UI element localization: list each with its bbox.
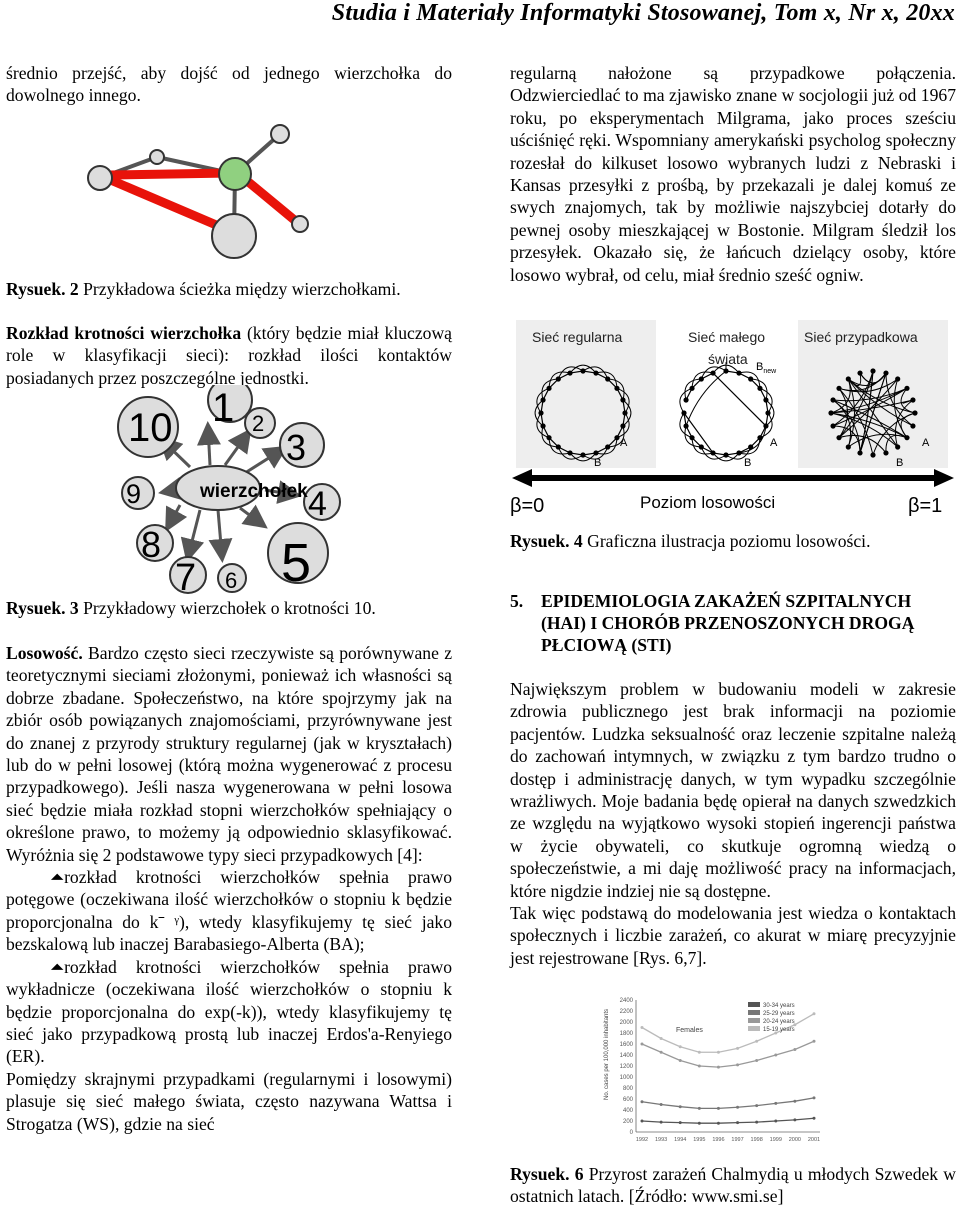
figure-4-text: Graficzna ilustracja poziomu losowości. [587, 531, 871, 551]
ring-node [748, 444, 753, 449]
chart-y-tick-label: 2200 [619, 1009, 633, 1015]
ring-node [620, 423, 625, 428]
chart-y-tick-label: 800 [622, 1086, 633, 1092]
ring-node [836, 435, 841, 440]
ring-node [683, 397, 688, 402]
bullet-arrow-icon: ⏶ [50, 956, 65, 977]
ring-node [710, 450, 715, 455]
beta-zero-label: β=0 [510, 495, 545, 517]
node-label-10: 10 [128, 406, 173, 450]
ring-node [828, 410, 833, 415]
ring-node [556, 376, 561, 381]
chart-y-tick-label: 400 [622, 1108, 633, 1114]
node-label-8: 8 [141, 524, 162, 565]
bullet-item-power-law [6, 866, 452, 956]
intro-paragraph [6, 62, 452, 107]
node-label-4: 4 [308, 485, 327, 523]
chart-legend-swatch [748, 1010, 760, 1015]
chart-y-tick-label: 1200 [619, 1064, 633, 1070]
beta-one-label: β=1 [908, 495, 943, 517]
chart-data-point [641, 1026, 644, 1029]
axis-label: Poziom losowości [640, 493, 776, 512]
figure-4-label: Rysuek. 4 [510, 531, 583, 551]
node-label-2: 2 [252, 411, 265, 436]
figure-3-caption [6, 597, 376, 619]
chart-data-point [813, 1117, 816, 1120]
ring-node [699, 376, 704, 381]
chart-y-tick-label: 2400 [619, 998, 633, 1004]
ring-node [593, 370, 598, 375]
figure-6-chart [598, 990, 830, 1152]
chart-data-point [755, 1059, 758, 1062]
chart-data-point [698, 1051, 701, 1054]
ring-node [748, 376, 753, 381]
ring-node [757, 435, 762, 440]
chart-data-point [755, 1104, 758, 1107]
figure-2-text: Przykładowa ścieżka między wierzchołkami. [83, 279, 401, 299]
chart-data-point [698, 1122, 701, 1125]
section-5-title: EPIDEMIOLOGIA ZAKAŻEŃ SZPITALNYCH (HAI) I CHORÓB PRZENOSZONYCH DROGĄ PŁCIOWĄ (STI) [541, 591, 915, 655]
node-b-label: B [744, 457, 752, 469]
figure-2-caption [6, 278, 401, 300]
ring-node [605, 444, 610, 449]
chart-data-point [660, 1121, 663, 1124]
chart-data-point [774, 1054, 777, 1057]
chart-data-point [755, 1040, 758, 1043]
chart-x-tick-label: 1994 [674, 1137, 687, 1143]
chart-series-line [642, 1098, 814, 1108]
chart-data-point [736, 1063, 739, 1066]
ring-node [580, 368, 585, 373]
figure-3-label: Rysuek. 3 [6, 598, 79, 618]
chart-y-axis-label: No. cases per 100,000 inhabitants [604, 1008, 610, 1100]
central-vertex-label: wierzchołek [200, 481, 308, 502]
panel-regular-label: Sieć regularna [532, 329, 623, 345]
closing-paragraph: Pomiędzy skrajnymi przypadkami (regularnymi i losowymi) plasuje się sieć małego świata, często nazywana Wattsa i Strogatza (WS), gdzie na sieć [6, 1068, 452, 1134]
figure-4-randomness [508, 318, 958, 533]
modeling-paragraph: Tak więc podstawą do modelowania jest wiedza o kontaktach społecznych i liczbie zarażeń, co akurat w miarę precyzyjnie jest rejestrowane [Rys. 6,7]. [510, 903, 956, 968]
panel-small-world-label-2: świata [708, 351, 748, 367]
chart-data-point [736, 1047, 739, 1050]
panel-small-world-label: Sieć małego [688, 329, 766, 345]
ring-node [757, 386, 762, 391]
section-5-number: 5. [510, 591, 524, 611]
chart-data-point [717, 1051, 720, 1054]
running-header: Studia i Materiały Informatyki Stosowanej, Tom x, Nr x, 20xx [331, 0, 955, 26]
chart-data-point [717, 1122, 720, 1125]
randomness-text: Bardzo często sieci rzeczywiste są porównywane z teoretycznymi sieciami złożonymi, ponieważ ich własności są dobrze zbadane. Społeczeństwo, na które spojrzymy jak na zbiór osób powiązanych znajomościami, przyrównywane jest do znanej z przyrody struktury regularnej (jak w kryształach) lub do w pełni losowej (którą można wygenerować z procesu przypadkowego). Jeśli nasza wygenerowana w pełni losowa sieć będzie miała rozkład stopni wierzchołków spełniający o określone prawo, to możemy ją odpowiednio sklasyfikować. Wyróżnia się 2 podstawowe typy sieci przypadkowych [4]: [6, 643, 453, 865]
vertex-node [212, 214, 256, 258]
chart-data-point [698, 1065, 701, 1068]
chart-series-line [642, 1041, 814, 1067]
panel-random-label: Sieć przypadkowa [804, 329, 918, 345]
figure-2-graph [80, 118, 310, 268]
chart-data-point [774, 1102, 777, 1105]
chart-annotation-females: Females [676, 1027, 703, 1034]
bullet-text: rozkład krotności wierzchołków spełnia prawo potęgowe (oczekiwana ilość wierzchołków o stopniu k będzie proporcjonalna do k⁻ ᵞ), wtedy klasyfikujemy tę sieć jako bezskalową lub inaczej Barabasiego-Alberta (BA); [6, 867, 452, 955]
figure-6-caption [510, 1163, 956, 1207]
chart-legend-swatch [748, 1018, 760, 1023]
chart-y-tick-label: 1800 [619, 1031, 633, 1037]
ring-node [538, 410, 543, 415]
chart-data-point [641, 1100, 644, 1103]
chart-data-point [679, 1059, 682, 1062]
ring-node [567, 370, 572, 375]
ring-node [546, 386, 551, 391]
ring-node [540, 397, 545, 402]
ring-node [699, 444, 704, 449]
figure-3-graph [100, 385, 370, 595]
figure-3-text: Przykładowy wierzchołek o krotności 10. [83, 598, 376, 618]
chart-data-point [813, 1012, 816, 1015]
chart-x-tick-label: 1997 [731, 1137, 744, 1143]
node-a-label: A [770, 437, 778, 449]
ring-node [830, 397, 835, 402]
chart-data-point [793, 1100, 796, 1103]
ring-node [763, 423, 768, 428]
ring-node [904, 435, 909, 440]
chart-data-point [793, 1118, 796, 1121]
chart-y-tick-label: 0 [629, 1130, 633, 1136]
figure-4-caption [510, 530, 870, 552]
node-label-5: 5 [281, 533, 312, 593]
chart-data-point [813, 1096, 816, 1099]
randomness-axis-arrow [512, 469, 954, 487]
ring-node [857, 370, 862, 375]
milgram-text: regularną nałożone są przypadkowe połączenia. Odzwierciedlać to ma zjawisko znane w socjologii już od 1967 roku, po eksperymentach Milgrama, jako proces sześciu uściśnięć ręki. Wspomniany amerykański psycholog społeczny rozesłał do kilkuset losowo wybranych ludzi z Nebraski i Kansas przesyłki z prośbą, by przekazali je dalej komuś ze swych znajomych, tak by możliwie najszybciej dotarły do pewnej osoby mieszkającej w Bostonie. Milgram śledził los przesyłek. Okazało się, że łańcuch dzielący osoby, które losowo wybrał, od celu, miał średnio sześć ogniw. [510, 63, 956, 285]
chart-legend-swatch [748, 1002, 760, 1007]
chart-data-point [660, 1103, 663, 1106]
ring-node [683, 423, 688, 428]
ring-node [567, 450, 572, 455]
ring-node [689, 386, 694, 391]
intro-text: średnio przejść, aby dojść od jednego wierzchołka do dowolnego innego. [6, 63, 452, 106]
chart-x-tick-label: 1992 [635, 1137, 649, 1143]
ring-node [580, 452, 585, 457]
ring-node [870, 368, 875, 373]
ring-node [556, 444, 561, 449]
ring-node [681, 410, 686, 415]
node-a-label: A [620, 437, 628, 449]
chart-data-point [793, 1048, 796, 1051]
node-label-7: 7 [175, 557, 197, 595]
vertex-node [292, 216, 308, 232]
chart-data-point [679, 1045, 682, 1048]
chart-data-point [736, 1106, 739, 1109]
ring-node [912, 410, 917, 415]
ring-node [910, 397, 915, 402]
node-b-label: B [896, 457, 904, 469]
milgram-paragraph [510, 62, 956, 286]
ring-node [846, 444, 851, 449]
degree-distribution-term: Rozkład krotności wierzchołka [6, 323, 242, 343]
ring-node [723, 452, 728, 457]
chart-data-point [679, 1105, 682, 1108]
vertex-node [88, 166, 112, 190]
bullet-item-exponential [6, 956, 452, 1068]
section-5-body [510, 678, 956, 969]
chart-legend-label: 25-29 years [763, 1011, 795, 1017]
ring-node [910, 423, 915, 428]
degree-distribution-paragraph [6, 322, 452, 389]
chart-data-point [717, 1107, 720, 1110]
ring-node [736, 450, 741, 455]
chart-data-point [755, 1121, 758, 1124]
ring-node [593, 450, 598, 455]
randomness-term: Losowość. [6, 643, 83, 663]
chart-data-point [736, 1121, 739, 1124]
chart-y-tick-label: 2000 [619, 1020, 633, 1026]
chart-legend-label: 30-34 years [763, 1003, 795, 1009]
chart-y-tick-label: 200 [622, 1119, 633, 1125]
chart-data-point [813, 1040, 816, 1043]
public-health-paragraph: Największym problem w budowaniu modeli w zakresie zdrowia publicznego jest brak informacji na poziomie pacjentów. Ludzka seksualność oraz leczenie szpitalne należą do zachowań intymnych, w związku z tym bardzo trudno o dostęp i administrację danych, w tym wypadku szczególnie wrażliwych. Moje badania będę opierał na danych szwedzkich ze względu na wyjątkowo wysoki stopień ingerencji państwa w życie obywateli, co skutkuje ogromną wiedzą o społeczeństwie, a mi daję możliwość pracy na informacjach, które nigdzie indziej nie są dostępne. [510, 679, 956, 901]
ring-node [904, 386, 909, 391]
figure-6-label: Rysuek. 6 [510, 1164, 584, 1184]
vertex-node [150, 150, 164, 164]
ring-node [540, 423, 545, 428]
ring-node [710, 370, 715, 375]
chart-legend-label: 15-19 years [763, 1027, 795, 1033]
chart-y-tick-label: 600 [622, 1097, 633, 1103]
chart-legend-label: 20-24 years [763, 1019, 795, 1025]
ring-node [689, 435, 694, 440]
ring-node [895, 444, 900, 449]
ring-node [614, 386, 619, 391]
chart-data-point [660, 1051, 663, 1054]
chart-x-tick-label: 2000 [788, 1137, 802, 1143]
node-label-1: 1 [212, 386, 235, 430]
chart-x-tick-label: 2001 [807, 1137, 821, 1143]
b-new-label: $B_{new}$ [756, 361, 777, 375]
vertex-node [271, 125, 289, 143]
chart-x-tick-label: 1998 [750, 1137, 763, 1143]
chart-x-tick-label: 1995 [693, 1137, 706, 1143]
bullet-arrow-icon: ⏶ [50, 867, 65, 888]
ring-node [614, 435, 619, 440]
ring-node [895, 376, 900, 381]
chart-legend-swatch [748, 1026, 760, 1031]
node-label-6: 6 [225, 568, 238, 593]
chart-data-point [641, 1120, 644, 1123]
chart-y-tick-label: 1000 [619, 1075, 633, 1081]
chart-series-line [642, 1118, 814, 1123]
ring-node [846, 376, 851, 381]
bullet-text: rozkład krotności wierzchołków spełnia prawo wykładnicze (oczekiwana ilość wierzchołków o stopniu k będzie proporcjonalna do exp(-k)), wtedy klasyfikujemy tę sieć jako przypadkową prostą lub inaczej Erdos'a-Renyiego (ER). [6, 956, 452, 1067]
chart-data-point [774, 1120, 777, 1123]
degree-distribution-text: (który będzie miał kluczową role w klasyfikacji sieci): rozkład ilości kontaktów posiadanych przez poszczególne jednostki. [6, 323, 452, 388]
vertex-node-start [219, 158, 251, 190]
chart-data-point [641, 1043, 644, 1046]
ring-node [857, 450, 862, 455]
ring-node [883, 370, 888, 375]
node-label-9: 9 [126, 479, 142, 509]
node-a-label: A [922, 437, 930, 449]
ring-node [622, 410, 627, 415]
ring-node [620, 397, 625, 402]
ring-node [836, 386, 841, 391]
ring-node [723, 368, 728, 373]
chart-y-tick-label: 1600 [619, 1042, 633, 1048]
chart-x-tick-label: 1996 [712, 1137, 725, 1143]
ring-node [830, 423, 835, 428]
ring-node [736, 370, 741, 375]
chart-data-point [717, 1066, 720, 1069]
chart-data-point [660, 1037, 663, 1040]
randomness-section [6, 642, 452, 1135]
ring-node [605, 376, 610, 381]
ring-node [765, 410, 770, 415]
chart-x-tick-label: 1993 [654, 1137, 668, 1143]
chart-data-point [679, 1121, 682, 1124]
ring-node [883, 450, 888, 455]
ring-node [763, 397, 768, 402]
chart-data-point [698, 1107, 701, 1110]
node-b-label: B [594, 457, 602, 469]
figure-6-text: Przyrost zarażeń Chalmydią u młodych Szwedek w ostatnich latach. [Źródło: www.smi.se] [510, 1164, 956, 1206]
figure-2-label: Rysuek. 2 [6, 279, 79, 299]
chart-y-tick-label: 1400 [619, 1053, 633, 1059]
chart-x-tick-label: 1999 [769, 1137, 782, 1143]
ring-node [870, 452, 875, 457]
node-label-3: 3 [286, 427, 307, 468]
ring-node [546, 435, 551, 440]
